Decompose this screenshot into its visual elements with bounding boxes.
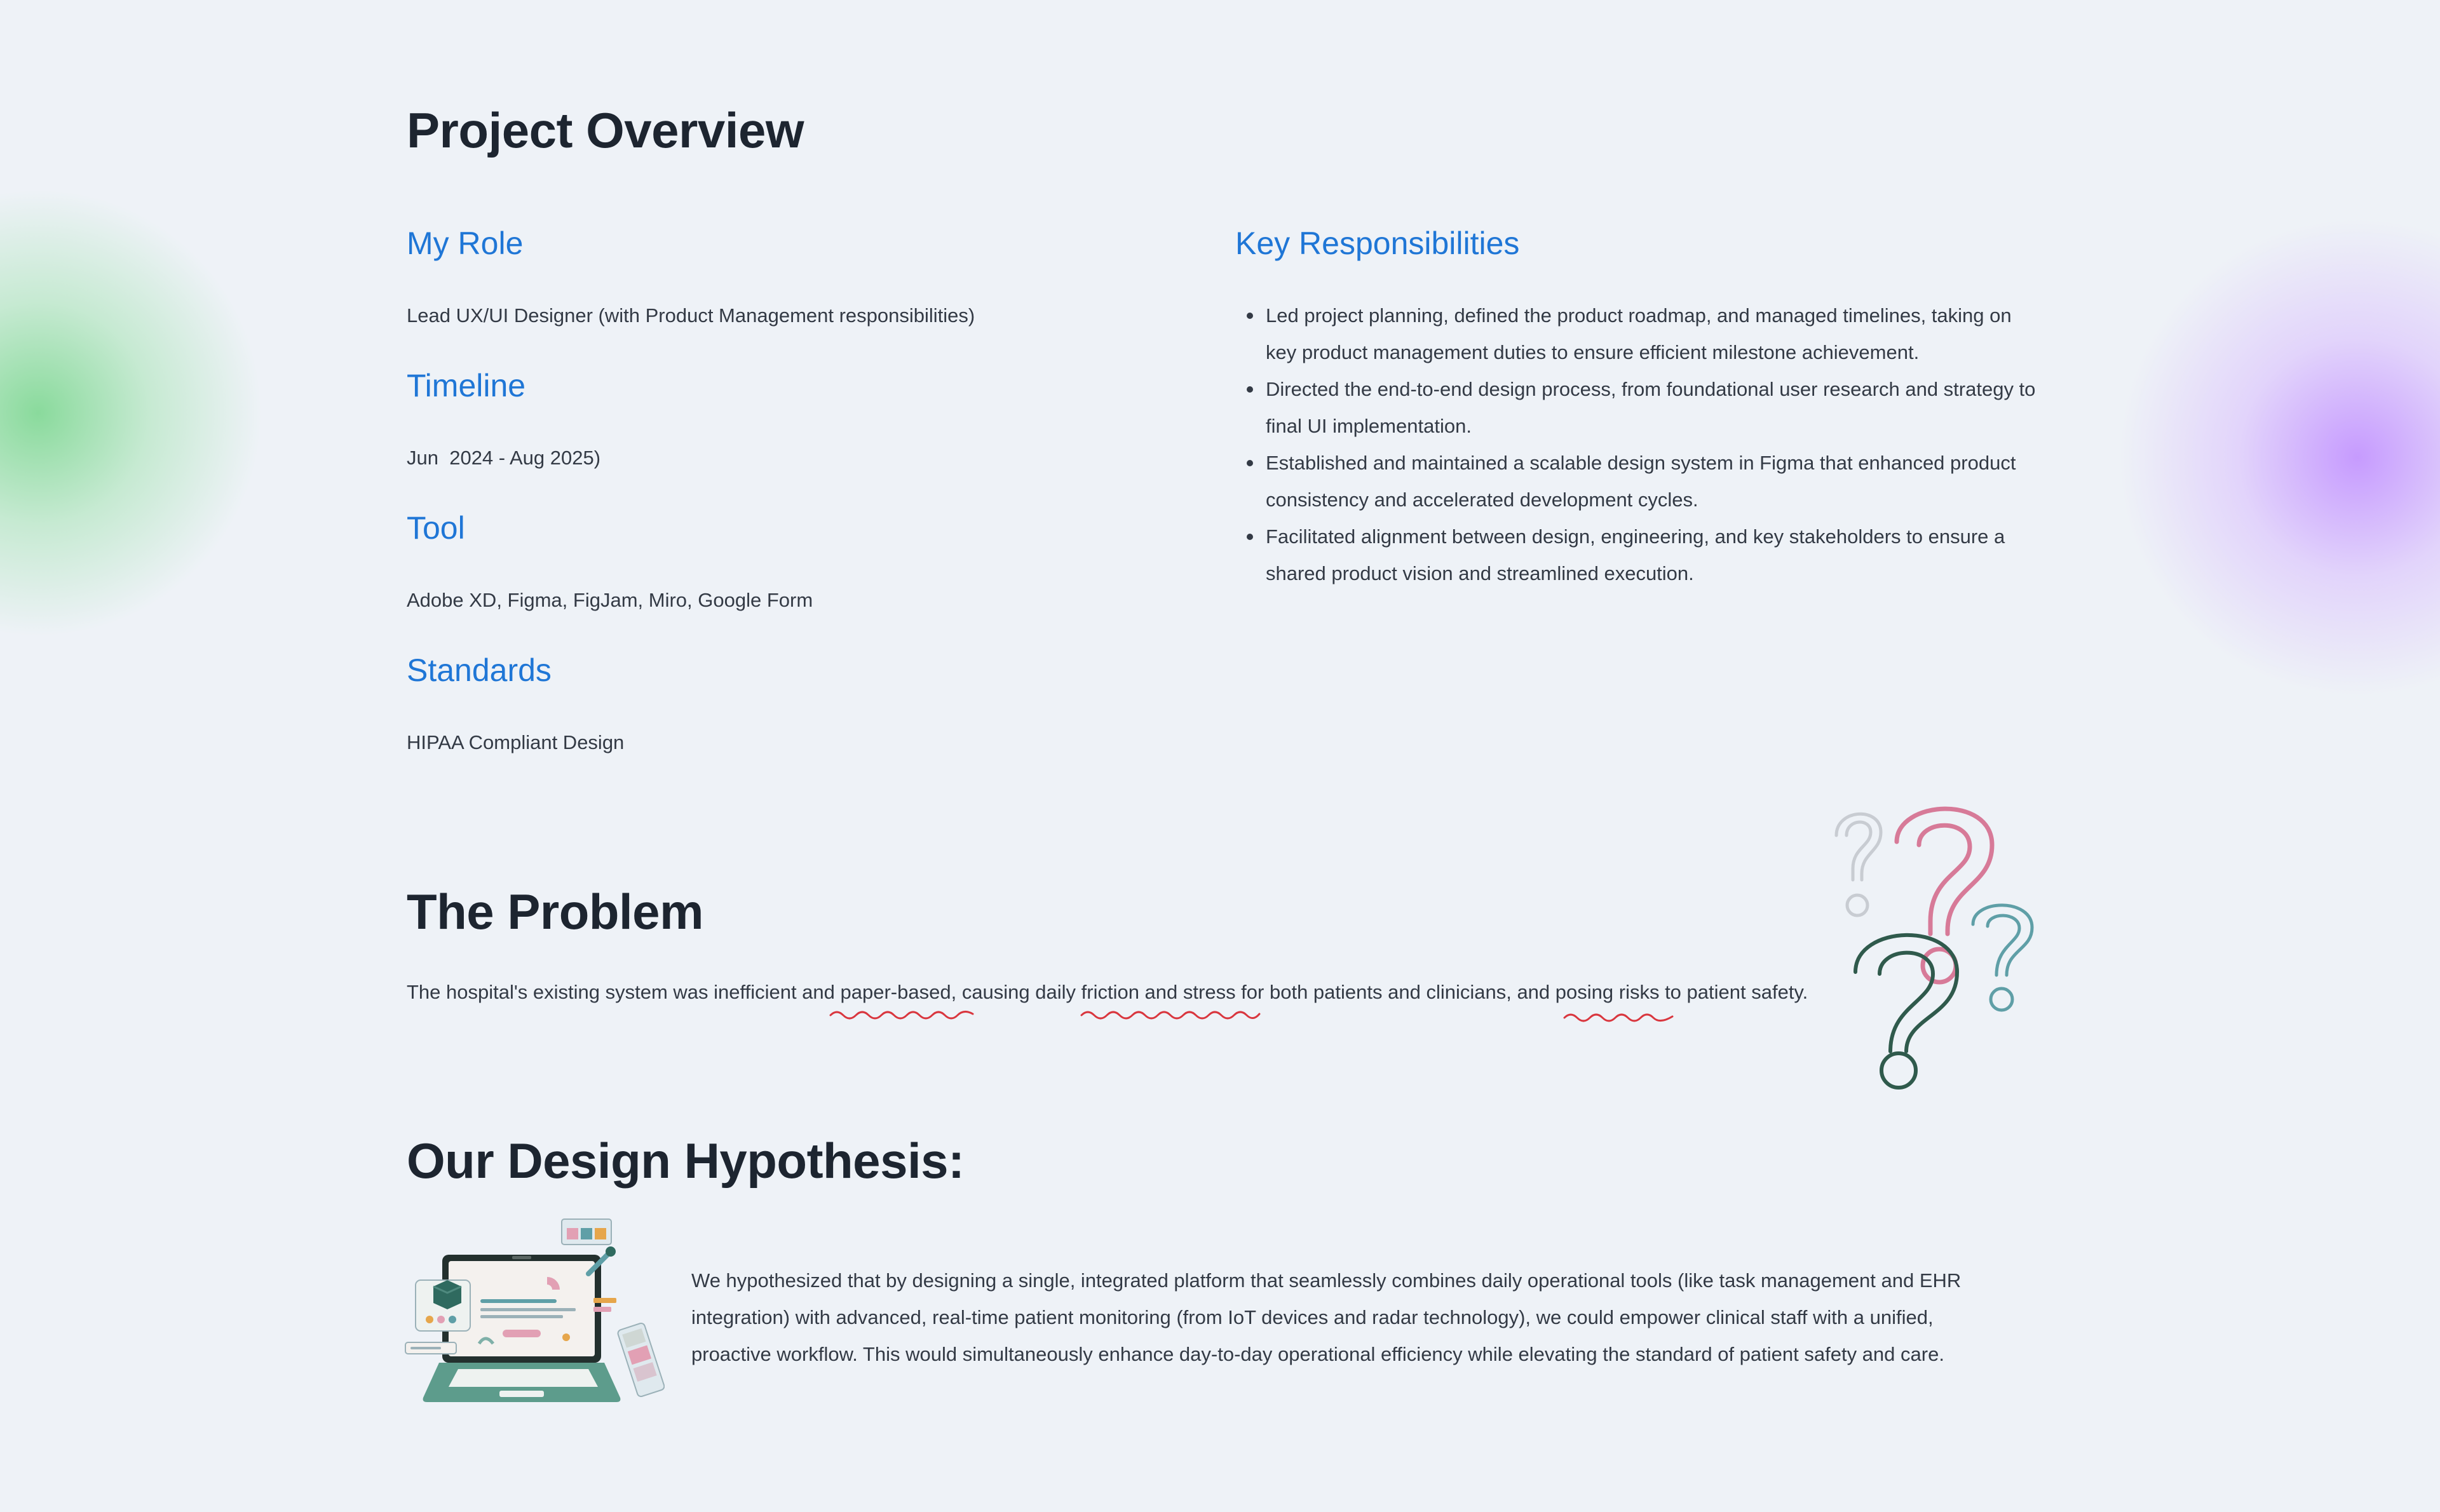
hypothesis-text: We hypothesized that by designing a single, integrated platform that seamlessly combines daily operational tools (like task management and EHR integration) with advanced, real-time patient monitoring (from IoT devices and radar technology), we could empower clinical staff with a unified, proactive workflow. This would simultaneously enhance day-to-day operational efficiency while elevating the standard of patient safety and care. [691,1269,1962,1365]
standards-heading: Standards [407,652,552,688]
question-marks-icon [1830,797,2040,1096]
key-responsibilities-heading: Key Responsibilities [1235,226,1520,261]
squiggle-underline [1563,1010,1674,1024]
standards-text: HIPAA Compliant Design [407,731,625,753]
responsibility-item: Led project planning, defined the product roadmap, and managed timelines, taking on key product management duties to ensure efficient milestone achievement. [1237,297,2037,371]
timeline-heading: Timeline [407,368,526,403]
tool-heading: Tool [407,510,465,546]
hypothesis-title: Our Design Hypothesis: [407,1133,965,1189]
responsibility-item: Facilitated alignment between design, engineering, and key stakeholders to ensure a shared product vision and streamlined execution. [1237,518,2037,592]
responsibility-item: Directed the end-to-end design process, from foundational user research and strategy to final UI implementation. [1237,371,2037,445]
problem-title: The Problem [407,884,703,940]
squiggle-underline [1080,1008,1261,1022]
squiggle-underline [829,1008,975,1022]
timeline-text: Jun 2024 - Aug 2025) [407,447,601,469]
decorative-green-glow [0,191,267,635]
responsibilities-list [1237,297,2037,592]
project-overview-title: Project Overview [407,102,804,158]
tool-text: Adobe XD, Figma, FigJam, Miro, Google Form [407,589,813,611]
decorative-purple-glow [2116,216,2440,699]
laptop-design-icon [404,1217,665,1414]
problem-text: The hospital's existing system was inefficient and paper-based, causing daily friction and stress for both patients and clinicians, and posing risks to patient safety. [407,981,1808,1003]
my-role-heading: My Role [407,226,524,261]
my-role-text: Lead UX/UI Designer (with Product Management responsibilities) [407,304,975,327]
responsibility-item: Established and maintained a scalable design system in Figma that enhanced product consistency and accelerated development cycles. [1237,445,2037,518]
